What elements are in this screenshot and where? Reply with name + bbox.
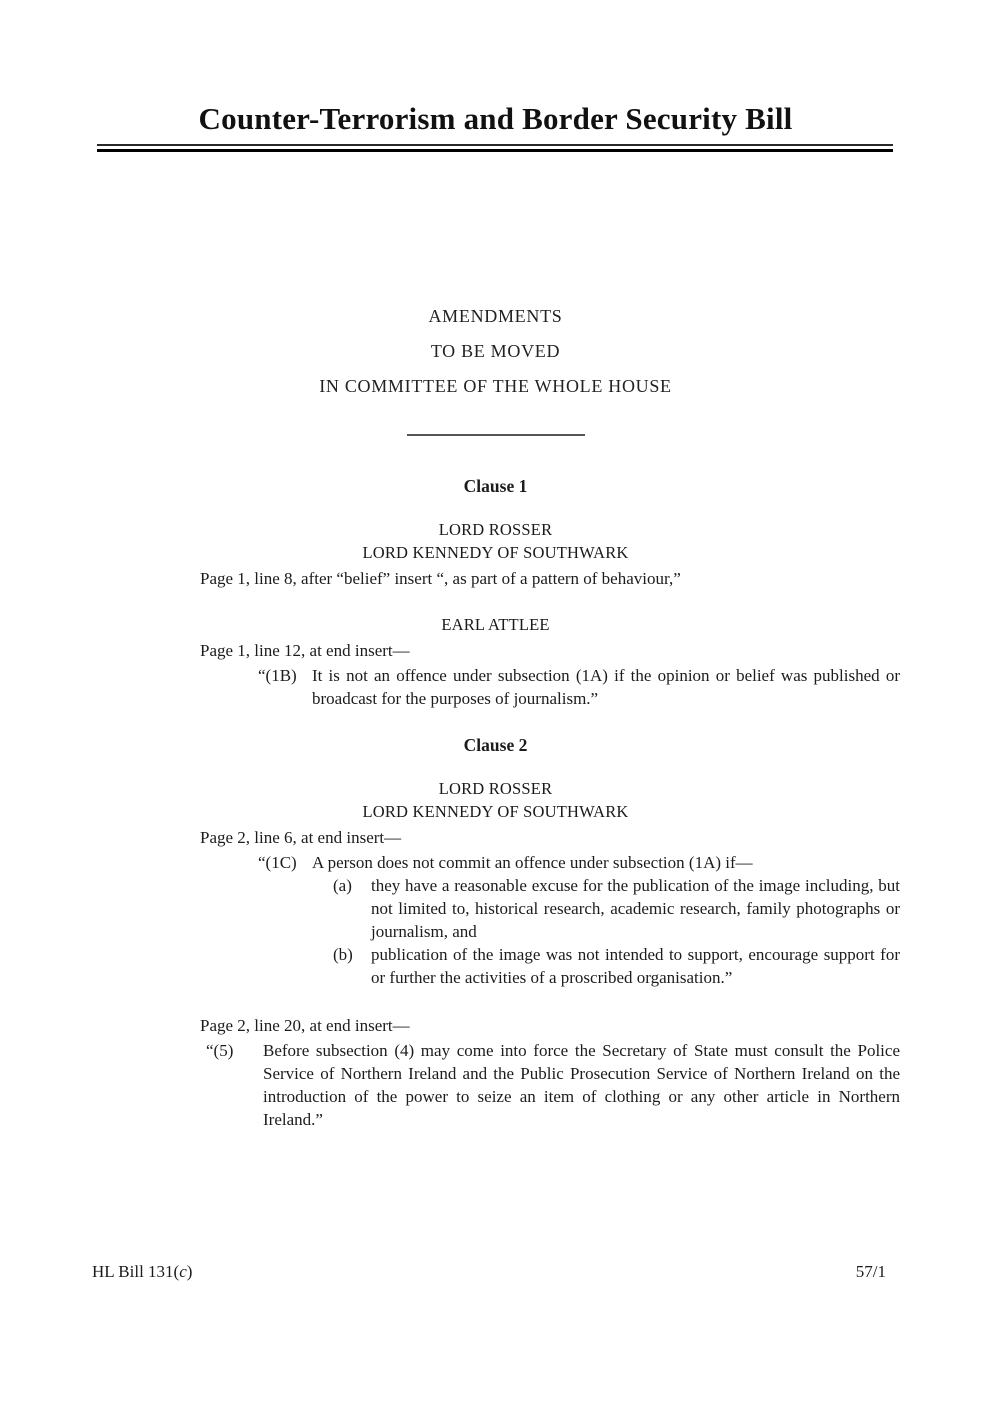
paragraph-marker: (a)	[333, 876, 352, 895]
clause-1-amendment-1-sponsors	[0, 518, 991, 564]
sponsor-name: LORD ROSSER	[438, 520, 553, 539]
bill-reference-suffix: )	[186, 1262, 193, 1281]
sponsor-name: LORD KENNEDY OF SOUTHWARK	[362, 543, 629, 562]
bill-reference	[92, 1261, 192, 1283]
subsection-intro: A person does not commit an offence under subsection (1A) if—	[312, 853, 753, 872]
paragraph-text: publication of the image was not intended to support, encourage support for or further the activities of a proscribed organisation.”	[371, 945, 900, 987]
amendment-instruction: Page 2, line 20, at end insert—	[200, 1016, 410, 1035]
inserted-subsection-1C	[200, 851, 900, 989]
subsection-text	[312, 851, 900, 989]
bill-reference-prefix: HL Bill 131(	[92, 1262, 180, 1281]
bill-title: Counter-Terrorism and Border Security Bill	[198, 101, 793, 136]
page-footer	[92, 1261, 886, 1283]
subsection-text: Before subsection (4) may come into force the Secretary of State must consult the Police Service of Northern Ireland and the Public Prosecution Service of Northern Ireland on the introduction of the power to seize an item of clothing or any other article in Northern Ireland.”	[263, 1041, 900, 1129]
clause-1-amendment-2-body	[200, 639, 900, 710]
inserted-subsection-5	[200, 1039, 900, 1131]
clause-1-heading: Clause 1	[463, 476, 528, 496]
paragraph-text: they have a reasonable excuse for the publication of the image including, but not limited to, historical research, academic research, family photographs or journalism, and	[371, 876, 900, 941]
clause-1-amendment-2-sponsors	[0, 613, 991, 636]
title-rule-thick	[97, 149, 893, 152]
subsection-marker: “(1B)	[258, 666, 297, 685]
clause-1-amendment-1-body	[200, 567, 900, 590]
inserted-subsection-1B	[200, 664, 900, 710]
bill-reference-italic: c	[179, 1262, 187, 1281]
sponsor-name: LORD KENNEDY OF SOUTHWARK	[362, 802, 629, 821]
clause-2-amendment-1-body	[200, 826, 900, 1131]
preamble-line-to-be-moved: TO BE MOVED	[430, 341, 561, 361]
clause-2-heading: Clause 2	[463, 735, 528, 755]
clause-2-amendment-1-sponsors	[0, 777, 991, 823]
subsection-marker: “(5)	[206, 1041, 234, 1060]
preamble	[0, 305, 991, 397]
preamble-line-committee: IN COMMITTEE OF THE WHOLE HOUSE	[319, 376, 672, 396]
section-divider	[407, 434, 585, 436]
title-rule-thin	[97, 144, 893, 146]
title-double-rule	[97, 144, 893, 152]
amendment-instruction: Page 1, line 8, after “belief” insert “, as part of a pattern of behaviour,”	[200, 569, 681, 588]
amendment-instruction: Page 1, line 12, at end insert—	[200, 641, 410, 660]
sponsor-name: EARL ATTLEE	[441, 615, 550, 634]
amendment-instruction: Page 2, line 6, at end insert—	[200, 828, 402, 847]
sponsor-name: LORD ROSSER	[438, 779, 553, 798]
sheet-number: 57/1	[855, 1262, 886, 1281]
paragraph-item-b	[333, 943, 900, 989]
paragraph-item-a	[333, 874, 900, 943]
preamble-line-amendments: AMENDMENTS	[428, 306, 563, 326]
subsection-text: It is not an offence under subsection (1A) if the opinion or belief was published or broadcast for the purposes of journalism.”	[312, 666, 900, 708]
paragraph-marker: (b)	[333, 945, 353, 964]
subsection-marker: “(1C)	[258, 853, 297, 872]
